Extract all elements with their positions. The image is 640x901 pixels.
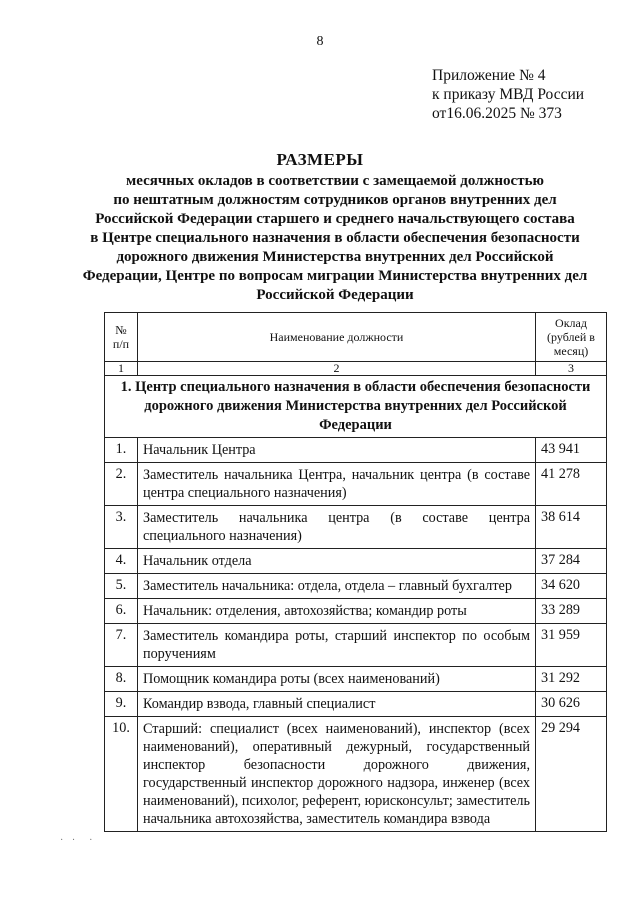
subtitle-line: в Центре специального назначения в области обеспечения безопасности <box>90 230 580 246</box>
row-salary: 31 959 <box>536 624 607 667</box>
col-number-2: 2 <box>138 362 536 376</box>
table-row <box>105 667 607 692</box>
row-salary: 30 626 <box>536 692 607 717</box>
row-salary: 31 292 <box>536 667 607 692</box>
appendix-line-3: от16.06.2025 № 373 <box>432 105 562 122</box>
page-number: 8 <box>316 34 324 49</box>
row-position: Начальник: отделения, автохозяйства; командир роты <box>138 599 536 624</box>
row-salary: 29 294 <box>536 717 607 832</box>
subtitle-line: дорожного движения Министерства внутренних дел Российской <box>116 249 554 265</box>
row-position: Заместитель командира роты, старший инспектор по особым поручениям <box>138 624 536 667</box>
table-row <box>105 717 607 832</box>
document-title: РАЗМЕРЫ <box>276 150 364 169</box>
table-row <box>105 574 607 599</box>
appendix-line-1: Приложение № 4 <box>432 67 546 84</box>
row-salary: 33 289 <box>536 599 607 624</box>
table-row <box>105 463 607 506</box>
table-row <box>105 692 607 717</box>
row-num: 3. <box>105 506 138 549</box>
row-salary: 34 620 <box>536 574 607 599</box>
subtitle-line: Российской Федерации старшего и среднего начальствующего состава <box>95 211 575 227</box>
row-num: 6. <box>105 599 138 624</box>
row-num: 7. <box>105 624 138 667</box>
subtitle-line: месячных окладов в соответствии с замещаемой должностью <box>126 173 544 189</box>
row-num: 5. <box>105 574 138 599</box>
row-salary: 38 614 <box>536 506 607 549</box>
row-position: Старший: специалист (всех наименований), инспектор (всех наименований), оперативный дежурный, государственный инспектор безопасности дорожного движения, государственный инспектор дорожного надзора, инженер (всех наименований), психолог, референт, юрисконсульт; заместитель начальника автохозяйства, заместитель командира взвода <box>138 717 536 832</box>
subtitle-line: по нештатным должностям сотрудников органов внутренних дел <box>113 192 557 208</box>
row-position: Начальник Центра <box>138 438 536 463</box>
section-title: 1. Центр специального назначения в области обеспечения безопасности дорожного движения Министерства внутренних дел Российской Федерации <box>105 376 607 438</box>
table-row <box>105 599 607 624</box>
subtitle-line: Федерации, Центре по вопросам миграции Министерства внутренних дел <box>82 268 588 284</box>
table-header-row <box>105 313 607 362</box>
row-salary: 41 278 <box>536 463 607 506</box>
row-num: 9. <box>105 692 138 717</box>
row-num: 1. <box>105 438 138 463</box>
document-subtitle <box>40 172 630 305</box>
row-salary: 37 284 <box>536 549 607 574</box>
row-position: Начальник отдела <box>138 549 536 574</box>
row-position: Помощник командира роты (всех наименований) <box>138 667 536 692</box>
row-position: Заместитель начальника центра (в составе центра специального назначения) <box>138 506 536 549</box>
row-num: 4. <box>105 549 138 574</box>
row-num: 2. <box>105 463 138 506</box>
scan-artifact: · · · <box>60 835 96 846</box>
table-row <box>105 438 607 463</box>
appendix-line-2: к приказу МВД России <box>432 86 585 103</box>
col-number-1: 1 <box>105 362 138 376</box>
header-salary: Оклад (рублей в месяц) <box>536 313 607 362</box>
row-position: Заместитель начальника Центра, начальник центра (в составе центра специального назначения) <box>138 463 536 506</box>
row-position: Заместитель начальника: отдела, отдела – главный бухгалтер <box>138 574 536 599</box>
row-num: 10. <box>105 717 138 832</box>
table-row <box>105 506 607 549</box>
salary-table <box>104 312 607 832</box>
row-num: 8. <box>105 667 138 692</box>
table-row <box>105 549 607 574</box>
header-name: Наименование должности <box>138 313 536 362</box>
col-number-3: 3 <box>536 362 607 376</box>
table-row <box>105 624 607 667</box>
header-num: № п/п <box>105 313 138 362</box>
row-position: Командир взвода, главный специалист <box>138 692 536 717</box>
subtitle-line: Российской Федерации <box>256 287 414 303</box>
section-row <box>105 376 607 438</box>
column-number-row <box>105 362 607 376</box>
appendix-block <box>432 66 584 123</box>
row-salary: 43 941 <box>536 438 607 463</box>
